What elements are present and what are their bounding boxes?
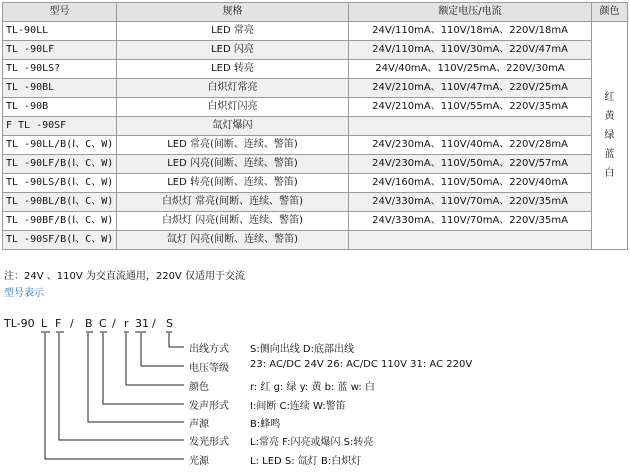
- table-row: [3, 193, 628, 212]
- legend-label: 发声形式: [189, 401, 229, 412]
- legend-desc: 23: AC/DC 24V 26: AC/DC 110V 31: AC 220V: [250, 359, 473, 370]
- table-row: [3, 79, 628, 98]
- header-color: 颜色: [592, 3, 628, 22]
- code-prefix: TL-90: [4, 317, 35, 330]
- bracket-line: [126, 333, 184, 385]
- legend-desc: S:侧向出线 D:底部出线: [250, 344, 354, 355]
- legend-desc: L: LED S: 氙灯 B:白炽灯: [250, 456, 362, 467]
- table-row: [3, 22, 628, 41]
- color-label: 白: [604, 168, 615, 179]
- voltage-cell: 24V/230mA、110V/40mA、220V/28mA: [349, 136, 592, 155]
- legend-desc: I:间断 C:连续 W:警笛: [250, 401, 346, 412]
- legend-desc: B:蜂鸣: [250, 419, 281, 430]
- table-row: [3, 60, 628, 79]
- header-spec: 规格: [117, 3, 349, 22]
- code-part: 31: [135, 317, 149, 330]
- bracket-line: [88, 333, 184, 422]
- table-row: [3, 155, 628, 174]
- voltage-cell: 24V/330mA、110V/70mA、220V/35mA: [349, 193, 592, 212]
- color-label: 绿: [604, 130, 615, 141]
- table-row: [3, 41, 628, 60]
- color-label: 蓝: [604, 149, 615, 160]
- spec-cell: 氙灯爆闪: [117, 117, 349, 136]
- spec-cell: 氙灯 闪亮(间断、连续、警笛): [117, 231, 349, 250]
- header-model: 型号: [3, 3, 117, 22]
- model-cell: TL -90LF: [3, 41, 117, 60]
- table-body: [3, 22, 628, 250]
- note-text: 注：24V 、110V 为交直流通用，220V 仅适用于交流: [4, 271, 245, 282]
- model-notation-heading: 型号表示: [4, 288, 44, 299]
- voltage-cell: 24V/110mA、110V/30mA、220V/47mA: [349, 41, 592, 60]
- code-part: /: [70, 317, 74, 330]
- code-part: r: [124, 317, 129, 330]
- voltage-cell: 24V/210mA、110V/55mA、220V/35mA: [349, 98, 592, 117]
- model-cell: F TL -90SF: [3, 117, 117, 136]
- voltage-cell: [349, 231, 592, 250]
- code-part: C: [99, 317, 107, 330]
- legend-label: 颜色: [189, 382, 209, 393]
- spec-cell: LED 闪亮: [117, 41, 349, 60]
- model-code-diagram: [0, 316, 630, 474]
- color-label: 黄: [604, 111, 615, 122]
- spec-cell: LED 常亮: [117, 22, 349, 41]
- model-cell: TL -90LF/B(Ⅰ、C、W): [3, 155, 117, 174]
- spec-cell: 白炽灯 闪亮(间断、连续、警笛): [117, 212, 349, 231]
- bracket-line: [103, 333, 184, 404]
- model-cell: TL -90B: [3, 98, 117, 117]
- color-cell: [592, 22, 628, 250]
- voltage-cell: 24V/330mA、110V/70mA、220V/35mA: [349, 212, 592, 231]
- table-row: [3, 174, 628, 193]
- legend-label: 出线方式: [189, 344, 229, 355]
- voltage-cell: 24V/110mA、110V/18mA、220V/18mA: [349, 22, 592, 41]
- table-row: [3, 136, 628, 155]
- spec-cell: 白炽灯闪亮: [117, 98, 349, 117]
- legend-label: 声源: [189, 419, 209, 430]
- table-row: [3, 231, 628, 250]
- table-row: [3, 98, 628, 117]
- bracket-line: [169, 333, 184, 347]
- model-cell: TL -90BL: [3, 79, 117, 98]
- legend-desc: L:常亮 F:闪亮或爆闪 S:转亮: [250, 437, 374, 448]
- legend-label: 光源: [189, 456, 209, 467]
- model-cell: TL -90LS/B(Ⅰ、C、W): [3, 174, 117, 193]
- legend-label: 电压等级: [189, 363, 229, 374]
- voltage-cell: 24V/230mA、110V/50mA、220V/57mA: [349, 155, 592, 174]
- spec-table: [2, 2, 628, 250]
- code-part: F: [55, 317, 62, 330]
- spec-cell: LED 转亮: [117, 60, 349, 79]
- model-cell: TL -90BL/B(Ⅰ、C、W): [3, 193, 117, 212]
- model-cell: TL -90SF/B(Ⅰ、C、W): [3, 231, 117, 250]
- code-part: /: [152, 317, 156, 330]
- voltage-cell: 24V/210mA、110V/47mA、220V/25mA: [349, 79, 592, 98]
- voltage-cell: [349, 117, 592, 136]
- code-part: B: [85, 317, 93, 330]
- table-header-row: [3, 3, 628, 22]
- code-part: L: [41, 317, 48, 330]
- bracket-line: [59, 333, 184, 440]
- code-part: S: [166, 317, 173, 330]
- model-cell: TL-90LL: [3, 22, 117, 41]
- spec-cell: 白炽灯 常亮(间断、连续、警笛): [117, 193, 349, 212]
- spec-cell: LED 转亮(间断、连续、警笛): [117, 174, 349, 193]
- voltage-cell: 24V/160mA、110V/50mA、220V/40mA: [349, 174, 592, 193]
- model-cell: TL -90LL/B(Ⅰ、C、W): [3, 136, 117, 155]
- spec-cell: LED 闪亮(间断、连续、警笛): [117, 155, 349, 174]
- legend-label: 发光形式: [189, 437, 229, 448]
- spec-cell: LED 常亮(间断、连续、警笛): [117, 136, 349, 155]
- header-voltage: 额定电压/电流: [349, 3, 592, 22]
- legend-desc: r: 红 g: 绿 y: 黄 b: 蓝 w: 白: [250, 382, 375, 393]
- code-part: /: [112, 317, 116, 330]
- color-label: 红: [604, 92, 615, 103]
- model-cell: TL -90BF/B(Ⅰ、C、W): [3, 212, 117, 231]
- bracket-line: [141, 333, 184, 366]
- model-cell: TL -90LS?: [3, 60, 117, 79]
- table-row: [3, 117, 628, 136]
- voltage-cell: 24V/40mA、110V/25mA、220V/30mA: [349, 60, 592, 79]
- table-row: [3, 212, 628, 231]
- spec-cell: 白炽灯常亮: [117, 79, 349, 98]
